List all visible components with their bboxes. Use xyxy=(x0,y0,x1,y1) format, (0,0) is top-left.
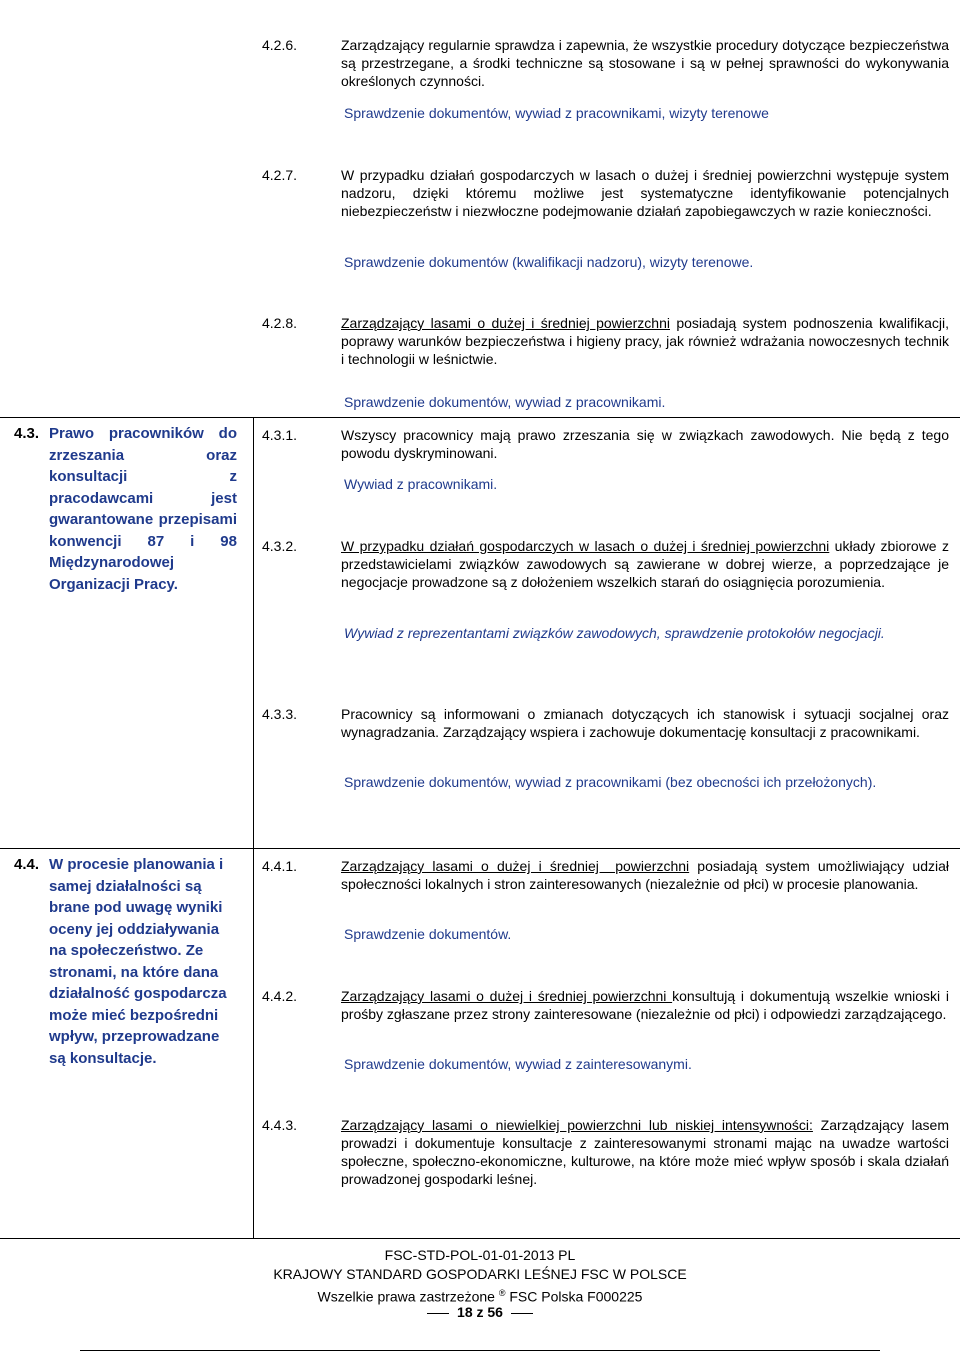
criterion-text: Pracownicy są informowani o zmianach dotyczących ich stanowisk i sytuacji socjalnej oraz wynagradzania. Zarządzający wspiera i zachowuje dokumentację konsultacji z pracownikami. xyxy=(341,706,949,740)
criterion-text-rest: posiadają system umożliwiający udział społeczności lokalnych i stron zainteresowanych (niezależnie od płci) w procesie planowania. xyxy=(341,858,949,892)
section-title: Prawo pracowników do zrzeszania oraz konsultacji z pracodawcami jest gwarantowane przepisami konwencji 87 i 98 Międzynarodowej Organizacji Pracy. xyxy=(49,425,237,593)
criterion-text xyxy=(341,987,949,1023)
underlined-scope: Zarządzający lasami o dużej i średniej powierzchni xyxy=(341,988,673,1004)
underlined-scope: Zarządzający lasami o dużej i średniej powierzchni xyxy=(341,858,690,874)
criterion-text-rest: układy zbiorowe z przedstawicielami związków zawodowych są zawierane w dobrej wierze, a poprzedzające je negocjacje prowadzone są z dołożeniem wszelkich starań do osiągnięcia porozumienia. xyxy=(341,538,949,590)
criterion-number: 4.2.7. xyxy=(262,167,298,183)
verifier-text: Wywiad z pracownikami. xyxy=(344,476,498,492)
criterion-text xyxy=(341,314,949,368)
section-number: 4.3. xyxy=(14,425,40,442)
table-rule xyxy=(0,417,960,418)
criterion-number: 4.2.8. xyxy=(262,315,298,331)
verifier-text: Sprawdzenie dokumentów. xyxy=(344,926,512,942)
page-dash-left xyxy=(427,1313,449,1314)
page-dash-right xyxy=(511,1313,533,1314)
criterion-text-rest: Zarządzający lasem prowadzi i dokumentuje konsultacje z zainteresowanymi stronami mając na uwadze wartości społeczne, społeczno-ekonomiczne, kulturowe, na które może mieć wpływ sposób i skala działań prowadzonej gospodarki leśnej. xyxy=(341,1117,949,1187)
footer-rule xyxy=(80,1350,880,1351)
verifier-text: Sprawdzenie dokumentów, wywiad z zainteresowanymi. xyxy=(344,1056,692,1072)
criterion-text: W przypadku działań gospodarczych w lasach o dużej i średniej powierzchni występuje system nadzoru, dzięki któremu możliwe jest systematyczne identyfikowanie potencjalnych niebezpieczeństw i niezwłoczne podejmowanie działań zapobiegawczych w razie konieczności. xyxy=(341,167,949,219)
criterion-number: 4.4.3. xyxy=(262,1117,298,1133)
footer-page xyxy=(0,1303,960,1321)
verifier-text: Sprawdzenie dokumentów, wywiad z pracownikami (bez obecności ich przełożonych). xyxy=(344,774,877,790)
column-divider xyxy=(253,417,254,1239)
criterion-number: 4.2.6. xyxy=(262,37,298,53)
criterion-text-rest: konsultują i dokumentują wszelkie wnioski i prośby zgłaszane przez strony zainteresowane (niezależnie od płci) i odpowiedzi zarządzającego. xyxy=(341,988,949,1022)
section-title: W procesie planowania i samej działalności są brane pod uwagę wyniki oceny jej oddziaływania na społeczeństwo. Ze stronami, na które dana działalność gospodarcza może mieć bezpośredni wpływ, przeprowadzane są konsultacje. xyxy=(49,856,227,1067)
rights-prefix: Wszelkie prawa zastrzeżone xyxy=(317,1288,499,1305)
criterion-number: 4.3.1. xyxy=(262,427,298,443)
verifier-text: Sprawdzenie dokumentów, wywiad z pracownikami. xyxy=(344,394,666,410)
verifier-text: Wywiad z reprezentantami związków zawodowych, sprawdzenie protokołów negocjacji. xyxy=(344,625,885,641)
criterion-text-rest: posiadają system podnoszenia kwalifikacji, poprawy warunków bezpieczeństwa i higieny pracy, jak również wdrażania nowoczesnych technik i technologii w leśnictwie. xyxy=(341,315,949,367)
criterion-text xyxy=(341,857,949,893)
footer-code: FSC-STD-POL-01-01-2013 PL xyxy=(384,1247,576,1263)
table-rule xyxy=(0,1238,960,1239)
table-rule xyxy=(0,848,960,849)
verifier-text: Sprawdzenie dokumentów (kwalifikacji nadzoru), wizyty terenowe. xyxy=(344,254,754,270)
rights-suffix: FSC Polska F000225 xyxy=(505,1288,643,1305)
underlined-scope: W przypadku działań gospodarczych w lasach o dużej i średniej powierzchni xyxy=(341,538,830,554)
criterion-number: 4.3.2. xyxy=(262,538,298,554)
underlined-scope: Zarządzający lasami o niewielkiej powierzchni lub niskiej intensywności: xyxy=(341,1117,813,1133)
underlined-scope: Zarządzający lasami o dużej i średniej powierzchni xyxy=(341,315,670,331)
section-number: 4.4. xyxy=(14,856,40,873)
verifier-text: Sprawdzenie dokumentów, wywiad z pracownikami, wizyty terenowe xyxy=(344,105,769,121)
criterion-text: Zarządzający regularnie sprawdza i zapewnia, że wszystkie procedury dotyczące bezpieczeństwa są przestrzegane, a środki techniczne są stosowane i są w pełnej sprawności do wykonywania określonych czynności. xyxy=(341,37,949,89)
page-number: 18 z 56 xyxy=(457,1304,503,1320)
criterion-number: 4.4.2. xyxy=(262,988,298,1004)
criterion-text xyxy=(341,1116,949,1188)
footer-standard: KRAJOWY STANDARD GOSPODARKI LEŚNEJ FSC W POLSCE xyxy=(273,1266,687,1282)
criterion-text: Wszyscy pracownicy mają prawo zrzeszania się w związkach zawodowych. Nie będą z tego powodu dyskryminowani. xyxy=(341,427,949,461)
criterion-number: 4.4.1. xyxy=(262,858,298,874)
criterion-text xyxy=(341,537,949,591)
registered-mark: ® xyxy=(498,1288,506,1298)
criterion-number: 4.3.3. xyxy=(262,706,298,722)
